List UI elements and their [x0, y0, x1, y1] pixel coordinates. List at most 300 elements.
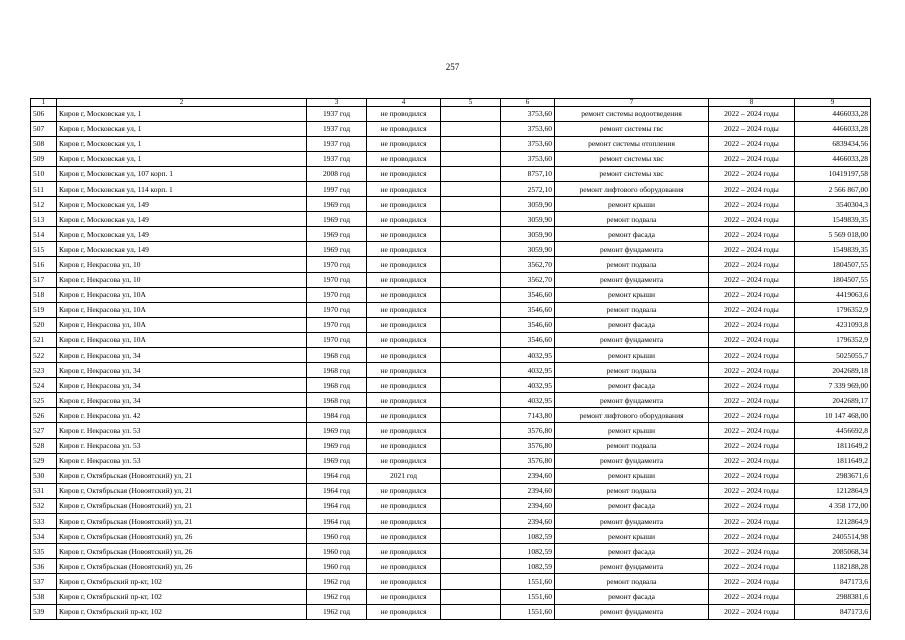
area-cell: 3546,60	[501, 332, 555, 347]
table-row	[31, 136, 871, 151]
address-cell: Киров г, Московская ул, 1	[57, 136, 307, 151]
work-type-cell: ремонт лифтового оборудования	[555, 181, 709, 196]
column-number: 9	[795, 99, 871, 107]
area-cell: 3753,60	[501, 151, 555, 166]
table-row	[31, 197, 871, 212]
period-cell: 2022 – 2024 годы	[709, 453, 795, 468]
period-cell: 2022 – 2024 годы	[709, 136, 795, 151]
build-year-cell: 1970 год	[307, 302, 367, 317]
work-type-cell: ремонт системы хвс	[555, 166, 709, 181]
address-cell: Киров г, Некрасова ул, 34	[57, 378, 307, 393]
address-cell: Киров г, Октябрьский пр-кт, 102	[57, 574, 307, 589]
build-year-cell: 1969 год	[307, 212, 367, 227]
area-cell: 3546,60	[501, 317, 555, 332]
table-row	[31, 544, 871, 559]
work-type-cell: ремонт фундамента	[555, 604, 709, 619]
build-year-cell: 1964 год	[307, 498, 367, 513]
cost-cell: 1212864,9	[795, 483, 871, 498]
area-cell: 2394,60	[501, 514, 555, 529]
row-number-cell: 528	[31, 438, 57, 453]
cost-cell: 2085068,34	[795, 544, 871, 559]
last-repair-year-cell: не проводился	[367, 483, 441, 498]
cost-cell: 1796352,9	[795, 302, 871, 317]
row-number-cell: 514	[31, 227, 57, 242]
work-type-cell: ремонт фундамента	[555, 393, 709, 408]
work-type-cell: ремонт фасада	[555, 498, 709, 513]
address-cell: Киров г, Некрасова ул, 10А	[57, 332, 307, 347]
cost-cell: 1811649,2	[795, 438, 871, 453]
cost-cell: 2042689,17	[795, 393, 871, 408]
cost-cell: 847173,6	[795, 604, 871, 619]
area-cell: 3059,90	[501, 227, 555, 242]
build-year-cell: 1970 год	[307, 287, 367, 302]
last-repair-year-cell: не проводился	[367, 438, 441, 453]
table-row	[31, 106, 871, 121]
area-cell: 1082,59	[501, 529, 555, 544]
work-type-cell: ремонт подвала	[555, 363, 709, 378]
empty-cell-cell	[441, 197, 501, 212]
address-cell: Киров г. Некрасова ул. 53	[57, 438, 307, 453]
table-row	[31, 529, 871, 544]
area-cell: 4032,95	[501, 363, 555, 378]
table-row	[31, 302, 871, 317]
period-cell: 2022 – 2024 годы	[709, 287, 795, 302]
row-number-cell: 517	[31, 272, 57, 287]
row-number-cell: 522	[31, 348, 57, 363]
cost-cell: 4466033,28	[795, 151, 871, 166]
empty-cell-cell	[441, 453, 501, 468]
cost-cell: 1212864,9	[795, 514, 871, 529]
table-row	[31, 227, 871, 242]
table-row	[31, 498, 871, 513]
build-year-cell: 1970 год	[307, 317, 367, 332]
period-cell: 2022 – 2024 годы	[709, 166, 795, 181]
cost-cell: 2983671,6	[795, 468, 871, 483]
last-repair-year-cell: не проводился	[367, 227, 441, 242]
period-cell: 2022 – 2024 годы	[709, 393, 795, 408]
area-cell: 1551,60	[501, 574, 555, 589]
build-year-cell: 1937 год	[307, 151, 367, 166]
work-type-cell: ремонт фундамента	[555, 242, 709, 257]
cost-cell: 2042689,18	[795, 363, 871, 378]
build-year-cell: 1970 год	[307, 272, 367, 287]
empty-cell-cell	[441, 106, 501, 121]
build-year-cell: 1970 год	[307, 257, 367, 272]
last-repair-year-cell: не проводился	[367, 498, 441, 513]
last-repair-year-cell: не проводился	[367, 106, 441, 121]
period-cell: 2022 – 2024 годы	[709, 348, 795, 363]
address-cell: Киров г, Московская ул, 114 корп. 1	[57, 181, 307, 196]
period-cell: 2022 – 2024 годы	[709, 227, 795, 242]
table-row	[31, 393, 871, 408]
cost-cell: 4231093,8	[795, 317, 871, 332]
empty-cell-cell	[441, 483, 501, 498]
work-type-cell: ремонт фундамента	[555, 453, 709, 468]
table-row	[31, 453, 871, 468]
last-repair-year-cell: не проводился	[367, 287, 441, 302]
empty-cell-cell	[441, 514, 501, 529]
address-cell: Киров г, Московская ул, 149	[57, 197, 307, 212]
area-cell: 2572,10	[501, 181, 555, 196]
work-type-cell: ремонт фасада	[555, 378, 709, 393]
build-year-cell: 1969 год	[307, 423, 367, 438]
column-number: 4	[367, 99, 441, 107]
period-cell: 2022 – 2024 годы	[709, 272, 795, 287]
row-number-cell: 519	[31, 302, 57, 317]
address-cell: Киров г, Октябрьская (Новоятский) ул, 21	[57, 514, 307, 529]
row-number-cell: 516	[31, 257, 57, 272]
row-number-cell: 507	[31, 121, 57, 136]
build-year-cell: 1968 год	[307, 348, 367, 363]
row-number-cell: 518	[31, 287, 57, 302]
area-cell: 1082,59	[501, 559, 555, 574]
table-row	[31, 287, 871, 302]
cost-cell: 6839434,56	[795, 136, 871, 151]
last-repair-year-cell: не проводился	[367, 408, 441, 423]
address-cell: Киров г, Октябрьская (Новоятский) ул, 21	[57, 483, 307, 498]
row-number-cell: 527	[31, 423, 57, 438]
empty-cell-cell	[441, 181, 501, 196]
period-cell: 2022 – 2024 годы	[709, 197, 795, 212]
work-type-cell: ремонт подвала	[555, 438, 709, 453]
area-cell: 3562,70	[501, 257, 555, 272]
work-type-cell: ремонт системы гвс	[555, 121, 709, 136]
address-cell: Киров г, Некрасова ул, 10	[57, 272, 307, 287]
period-cell: 2022 – 2024 годы	[709, 106, 795, 121]
work-type-cell: ремонт крыши	[555, 423, 709, 438]
row-number-cell: 535	[31, 544, 57, 559]
area-cell: 2394,60	[501, 468, 555, 483]
cost-cell: 5025055,7	[795, 348, 871, 363]
build-year-cell: 1969 год	[307, 453, 367, 468]
build-year-cell: 1969 год	[307, 227, 367, 242]
area-cell: 3576,80	[501, 438, 555, 453]
cost-cell: 7 339 969,00	[795, 378, 871, 393]
row-number-cell: 511	[31, 181, 57, 196]
column-number: 8	[709, 99, 795, 107]
row-number-cell: 525	[31, 393, 57, 408]
area-cell: 3059,90	[501, 242, 555, 257]
table-row	[31, 317, 871, 332]
row-number-cell: 539	[31, 604, 57, 619]
table-row	[31, 483, 871, 498]
empty-cell-cell	[441, 544, 501, 559]
table-row	[31, 604, 871, 619]
last-repair-year-cell: не проводился	[367, 393, 441, 408]
last-repair-year-cell: 2021 год	[367, 468, 441, 483]
period-cell: 2022 – 2024 годы	[709, 408, 795, 423]
last-repair-year-cell: не проводился	[367, 559, 441, 574]
build-year-cell: 1968 год	[307, 378, 367, 393]
address-cell: Киров г, Некрасова ул, 10	[57, 257, 307, 272]
address-cell: Киров г, Некрасова ул, 10А	[57, 287, 307, 302]
last-repair-year-cell: не проводился	[367, 453, 441, 468]
row-number-cell: 526	[31, 408, 57, 423]
column-number-row	[31, 99, 871, 107]
cost-cell: 10419197,58	[795, 166, 871, 181]
cost-cell: 4456692,8	[795, 423, 871, 438]
build-year-cell: 1969 год	[307, 197, 367, 212]
empty-cell-cell	[441, 408, 501, 423]
capital-repair-table	[30, 98, 871, 620]
work-type-cell: ремонт крыши	[555, 287, 709, 302]
work-type-cell: ремонт фундамента	[555, 272, 709, 287]
period-cell: 2022 – 2024 годы	[709, 514, 795, 529]
empty-cell-cell	[441, 257, 501, 272]
table-row	[31, 559, 871, 574]
address-cell: Киров г, Московская ул, 149	[57, 242, 307, 257]
work-type-cell: ремонт фасада	[555, 317, 709, 332]
empty-cell-cell	[441, 498, 501, 513]
row-number-cell: 534	[31, 529, 57, 544]
empty-cell-cell	[441, 348, 501, 363]
empty-cell-cell	[441, 242, 501, 257]
empty-cell-cell	[441, 604, 501, 619]
address-cell: Киров г, Московская ул, 1	[57, 151, 307, 166]
address-cell: Киров г. Некрасова ул. 53	[57, 423, 307, 438]
row-number-cell: 536	[31, 559, 57, 574]
work-type-cell: ремонт системы водоотведения	[555, 106, 709, 121]
last-repair-year-cell: не проводился	[367, 272, 441, 287]
period-cell: 2022 – 2024 годы	[709, 332, 795, 347]
address-cell: Киров г, Октябрьская (Новоятский) ул, 21	[57, 498, 307, 513]
area-cell: 1551,60	[501, 604, 555, 619]
cost-cell: 1796352,9	[795, 332, 871, 347]
cost-cell: 10 147 468,00	[795, 408, 871, 423]
build-year-cell: 1937 год	[307, 106, 367, 121]
cost-cell: 2988381,6	[795, 589, 871, 604]
address-cell: Киров г, Октябрьский пр-кт, 102	[57, 604, 307, 619]
address-cell: Киров г, Московская ул, 149	[57, 227, 307, 242]
row-number-cell: 533	[31, 514, 57, 529]
last-repair-year-cell: не проводился	[367, 181, 441, 196]
last-repair-year-cell: не проводился	[367, 212, 441, 227]
build-year-cell: 1969 год	[307, 242, 367, 257]
last-repair-year-cell: не проводился	[367, 363, 441, 378]
build-year-cell: 1962 год	[307, 604, 367, 619]
build-year-cell: 1968 год	[307, 393, 367, 408]
last-repair-year-cell: не проводился	[367, 604, 441, 619]
area-cell: 2394,60	[501, 498, 555, 513]
last-repair-year-cell: не проводился	[367, 317, 441, 332]
row-number-cell: 537	[31, 574, 57, 589]
empty-cell-cell	[441, 121, 501, 136]
empty-cell-cell	[441, 317, 501, 332]
area-cell: 1082,59	[501, 544, 555, 559]
last-repair-year-cell: не проводился	[367, 242, 441, 257]
cost-cell: 4 358 172,00	[795, 498, 871, 513]
row-number-cell: 508	[31, 136, 57, 151]
empty-cell-cell	[441, 423, 501, 438]
build-year-cell: 1969 год	[307, 438, 367, 453]
cost-cell: 1549839,35	[795, 242, 871, 257]
row-number-cell: 510	[31, 166, 57, 181]
last-repair-year-cell: не проводился	[367, 544, 441, 559]
table-row	[31, 363, 871, 378]
last-repair-year-cell: не проводился	[367, 302, 441, 317]
period-cell: 2022 – 2024 годы	[709, 438, 795, 453]
table-row	[31, 423, 871, 438]
column-number: 6	[501, 99, 555, 107]
address-cell: Киров г, Октябрьская (Новоятский) ул, 21	[57, 468, 307, 483]
last-repair-year-cell: не проводился	[367, 166, 441, 181]
period-cell: 2022 – 2024 годы	[709, 317, 795, 332]
area-cell: 3753,60	[501, 136, 555, 151]
work-type-cell: ремонт подвала	[555, 212, 709, 227]
cost-cell: 1811649,2	[795, 453, 871, 468]
cost-cell: 1804507,55	[795, 257, 871, 272]
build-year-cell: 1984 год	[307, 408, 367, 423]
address-cell: Киров г, Московская ул, 107 корп. 1	[57, 166, 307, 181]
empty-cell-cell	[441, 589, 501, 604]
cost-cell: 4466033,28	[795, 106, 871, 121]
last-repair-year-cell: не проводился	[367, 378, 441, 393]
work-type-cell: ремонт фасада	[555, 544, 709, 559]
cost-cell: 2 566 867,00	[795, 181, 871, 196]
address-cell: Киров г, Некрасова ул, 10А	[57, 317, 307, 332]
table-row	[31, 257, 871, 272]
period-cell: 2022 – 2024 годы	[709, 468, 795, 483]
build-year-cell: 1962 год	[307, 574, 367, 589]
table-row	[31, 574, 871, 589]
period-cell: 2022 – 2024 годы	[709, 483, 795, 498]
address-cell: Киров г. Некрасова ул. 53	[57, 453, 307, 468]
period-cell: 2022 – 2024 годы	[709, 363, 795, 378]
table-row	[31, 181, 871, 196]
area-cell: 4032,95	[501, 378, 555, 393]
empty-cell-cell	[441, 136, 501, 151]
row-number-cell: 538	[31, 589, 57, 604]
table-row	[31, 348, 871, 363]
row-number-cell: 531	[31, 483, 57, 498]
table-row	[31, 332, 871, 347]
build-year-cell: 1937 год	[307, 121, 367, 136]
address-cell: Киров г, Московская ул, 1	[57, 121, 307, 136]
area-cell: 3546,60	[501, 302, 555, 317]
address-cell: Киров г, Октябрьская (Новоятский) ул, 26	[57, 529, 307, 544]
empty-cell-cell	[441, 574, 501, 589]
work-type-cell: ремонт крыши	[555, 348, 709, 363]
column-number: 5	[441, 99, 501, 107]
work-type-cell: ремонт подвала	[555, 483, 709, 498]
build-year-cell: 1960 год	[307, 529, 367, 544]
address-cell: Киров г, Московская ул, 149	[57, 212, 307, 227]
area-cell: 3562,70	[501, 272, 555, 287]
column-number: 2	[57, 99, 307, 107]
empty-cell-cell	[441, 378, 501, 393]
address-cell: Киров г, Октябрьская (Новоятский) ул, 26	[57, 559, 307, 574]
period-cell: 2022 – 2024 годы	[709, 242, 795, 257]
period-cell: 2022 – 2024 годы	[709, 302, 795, 317]
area-cell: 3546,60	[501, 287, 555, 302]
period-cell: 2022 – 2024 годы	[709, 257, 795, 272]
area-cell: 1551,60	[501, 589, 555, 604]
table-row	[31, 378, 871, 393]
row-number-cell: 521	[31, 332, 57, 347]
last-repair-year-cell: не проводился	[367, 514, 441, 529]
last-repair-year-cell: не проводился	[367, 589, 441, 604]
period-cell: 2022 – 2024 годы	[709, 121, 795, 136]
work-type-cell: ремонт системы хвс	[555, 151, 709, 166]
area-cell: 7143,80	[501, 408, 555, 423]
build-year-cell: 1960 год	[307, 544, 367, 559]
build-year-cell: 1964 год	[307, 468, 367, 483]
column-number: 7	[555, 99, 709, 107]
address-cell: Киров г, Некрасова ул, 34	[57, 393, 307, 408]
work-type-cell: ремонт системы отопления	[555, 136, 709, 151]
build-year-cell: 1962 год	[307, 589, 367, 604]
table-row	[31, 166, 871, 181]
empty-cell-cell	[441, 393, 501, 408]
row-number-cell: 523	[31, 363, 57, 378]
empty-cell-cell	[441, 272, 501, 287]
row-number-cell: 520	[31, 317, 57, 332]
work-type-cell: ремонт фасада	[555, 227, 709, 242]
period-cell: 2022 – 2024 годы	[709, 559, 795, 574]
build-year-cell: 1937 год	[307, 136, 367, 151]
address-cell: Киров г. Некрасова ул. 42	[57, 408, 307, 423]
table-row	[31, 468, 871, 483]
period-cell: 2022 – 2024 годы	[709, 589, 795, 604]
row-number-cell: 512	[31, 197, 57, 212]
last-repair-year-cell: не проводился	[367, 136, 441, 151]
cost-cell: 1804507,55	[795, 272, 871, 287]
build-year-cell: 1970 год	[307, 332, 367, 347]
row-number-cell: 532	[31, 498, 57, 513]
period-cell: 2022 – 2024 годы	[709, 574, 795, 589]
empty-cell-cell	[441, 302, 501, 317]
work-type-cell: ремонт фундамента	[555, 514, 709, 529]
empty-cell-cell	[441, 438, 501, 453]
empty-cell-cell	[441, 468, 501, 483]
last-repair-year-cell: не проводился	[367, 332, 441, 347]
area-cell: 4032,95	[501, 393, 555, 408]
period-cell: 2022 – 2024 годы	[709, 181, 795, 196]
cost-cell: 2405514,98	[795, 529, 871, 544]
last-repair-year-cell: не проводился	[367, 151, 441, 166]
period-cell: 2022 – 2024 годы	[709, 544, 795, 559]
column-number: 1	[31, 99, 57, 107]
cost-cell: 4419063,6	[795, 287, 871, 302]
address-cell: Киров г, Московская ул, 1	[57, 106, 307, 121]
last-repair-year-cell: не проводился	[367, 574, 441, 589]
table-row	[31, 589, 871, 604]
area-cell: 2394,60	[501, 483, 555, 498]
table-row	[31, 212, 871, 227]
area-cell: 3059,90	[501, 197, 555, 212]
row-number-cell: 530	[31, 468, 57, 483]
table-row	[31, 121, 871, 136]
work-type-cell: ремонт крыши	[555, 197, 709, 212]
cost-cell: 5 569 018,00	[795, 227, 871, 242]
work-type-cell: ремонт фундамента	[555, 332, 709, 347]
empty-cell-cell	[441, 559, 501, 574]
period-cell: 2022 – 2024 годы	[709, 378, 795, 393]
page-number: 257	[445, 62, 460, 72]
build-year-cell: 1964 год	[307, 514, 367, 529]
row-number-cell: 509	[31, 151, 57, 166]
row-number-cell: 529	[31, 453, 57, 468]
area-cell: 3576,80	[501, 423, 555, 438]
period-cell: 2022 – 2024 годы	[709, 529, 795, 544]
work-type-cell: ремонт лифтового оборудования	[555, 408, 709, 423]
row-number-cell: 515	[31, 242, 57, 257]
address-cell: Киров г, Октябрьский пр-кт, 102	[57, 589, 307, 604]
table-row	[31, 408, 871, 423]
empty-cell-cell	[441, 529, 501, 544]
build-year-cell: 1960 год	[307, 559, 367, 574]
row-number-cell: 506	[31, 106, 57, 121]
